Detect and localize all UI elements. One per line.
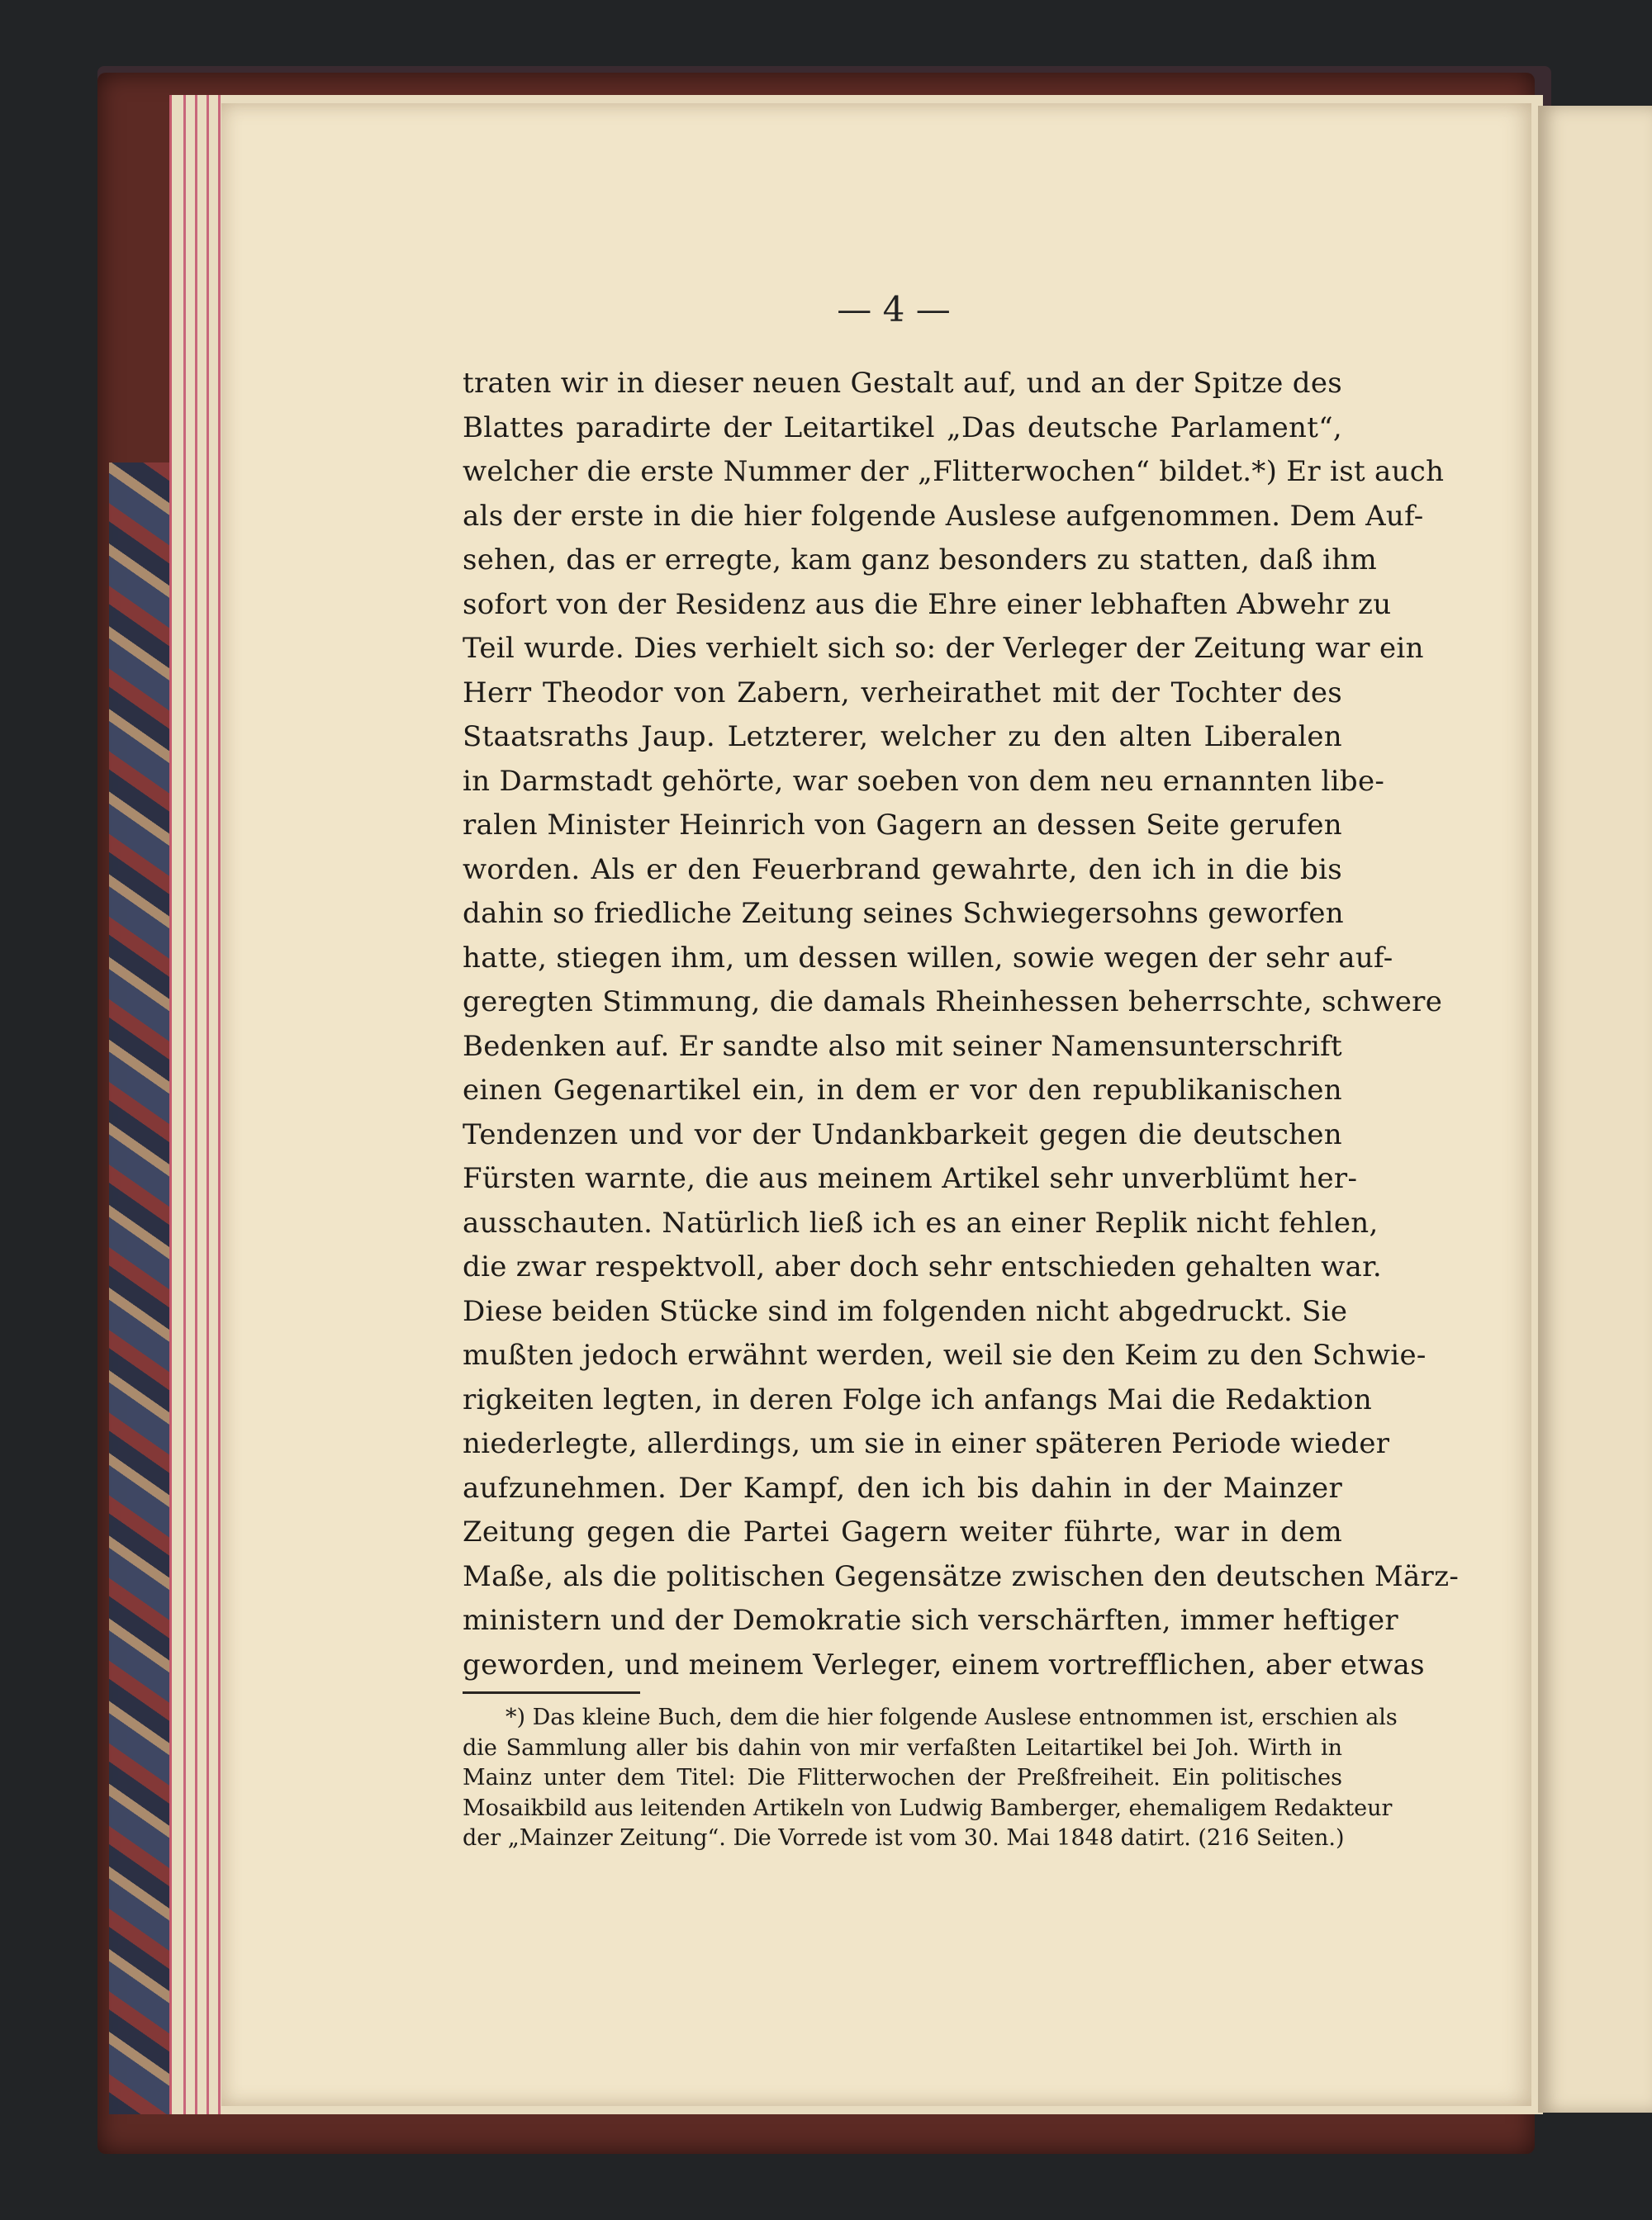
text-line: als der erste in die hier folgende Auslese aufgenommen. Dem Auf- <box>463 499 1424 533</box>
footnote <box>463 1703 1398 1854</box>
text-line: sofort von der Residenz aus die Ehre einer lebhaften Abwehr zu <box>463 587 1392 621</box>
text-line: sehen, das er erregte, kam ganz besonders zu statten, daß ihm <box>463 543 1377 576</box>
text-line: ausschauten. Natürlich ließ ich es an einer Replik nicht fehlen, <box>463 1206 1379 1240</box>
text-line: Herr Theodor von Zabern, verheirathet mit der Tochter des <box>463 676 1342 709</box>
facing-page-edge <box>1538 106 1652 2113</box>
text-line: Fürsten warnte, die aus meinem Artikel sehr unverblümt her- <box>463 1162 1358 1195</box>
text-line: mußten jedoch erwähnt werden, weil sie den Keim zu den Schwie- <box>463 1339 1427 1372</box>
footnote-line: Mosaikbild aus leitenden Artikeln von Ludwig Bamberger, ehemaligem Redakteur <box>463 1795 1393 1821</box>
text-line: Staatsraths Jaup. Letzterer, welcher zu den alten Liberalen <box>463 720 1342 753</box>
text-line: die zwar respektvoll, aber doch sehr entschieden gehalten war. <box>463 1250 1383 1283</box>
text-line: in Darmstadt gehörte, war soeben von dem neu ernannten libe- <box>463 764 1385 798</box>
text-line: Bedenken auf. Er sandte also mit seiner Namensunterschrift <box>463 1029 1343 1063</box>
page-edge-line <box>183 95 186 2114</box>
footnote-line: die Sammlung aller bis dahin von mir verfaßten Leitartikel bei Joh. Wirth in <box>463 1734 1342 1761</box>
text-line: ralen Minister Heinrich von Gagern an dessen Seite gerufen <box>463 809 1342 842</box>
text-line: Diese beiden Stücke sind im folgenden nicht abgedruckt. Sie <box>463 1294 1348 1328</box>
text-line: Tendenzen und vor der Undankbarkeit gegen die deutschen <box>463 1117 1342 1151</box>
marbled-endpaper <box>109 462 175 2114</box>
text-line: geworden, und meinem Verleger, einem vortrefflichen, aber etwas <box>463 1648 1425 1682</box>
text-line: geregten Stimmung, die damals Rheinhessen beherrschte, schwere <box>463 985 1443 1018</box>
body-text <box>463 362 1460 1687</box>
text-line: Blattes paradirte der Leitartikel „Das deutsche Parlament“, <box>463 410 1342 444</box>
page-number: — 4 — <box>837 289 951 330</box>
footnote-rule <box>463 1691 640 1694</box>
text-line: aufzunehmen. Der Kampf, den ich bis dahin in der Mainzer <box>463 1471 1342 1505</box>
text-line: traten wir in dieser neuen Gestalt auf, und an der Spitze des <box>463 367 1342 400</box>
footnote-line: *) Das kleine Buch, dem die hier folgende Auslese entnommen ist, erschien als <box>506 1705 1398 1730</box>
text-line: dahin so friedliche Zeitung seines Schwiegersohns geworfen <box>463 897 1344 930</box>
footnote-line: Mainz unter dem Titel: Die Flitterwochen der Preßfreiheit. Ein politisches <box>463 1765 1342 1791</box>
text-line: worden. Als er den Feuerbrand gewahrte, den ich in die bis <box>463 852 1342 886</box>
text-line: niederlegte, allerdings, um sie in einer späteren Periode wieder <box>463 1427 1390 1460</box>
text-line: einen Gegenartikel ein, in dem er vor den republikanischen <box>463 1074 1342 1107</box>
text-line: Zeitung gegen die Partei Gagern weiter führte, war in dem <box>463 1516 1342 1549</box>
text-line: ministern und der Demokratie sich verschärften, immer heftiger <box>463 1604 1398 1637</box>
text-line: rigkeiten legten, in deren Folge ich anfangs Mai die Redaktion <box>463 1383 1373 1416</box>
text-line: welcher die erste Nummer der „Flitterwochen“ bildet.*) Er ist auch <box>463 455 1445 488</box>
page-edge-line <box>206 95 209 2114</box>
footnote-line: der „Mainzer Zeitung“. Die Vorrede ist vom 30. Mai 1848 datirt. (216 Seiten.) <box>463 1825 1345 1851</box>
page-edge-line <box>218 95 221 2114</box>
text-line: Teil wurde. Dies verhielt sich so: der Verleger der Zeitung war ein <box>463 632 1424 665</box>
text-line: hatte, stiegen ihm, um dessen willen, sowie wegen der sehr auf- <box>463 941 1393 975</box>
page-edge-line <box>195 95 197 2114</box>
text-line: Maße, als die politischen Gegensätze zwischen den deutschen März- <box>463 1559 1460 1593</box>
